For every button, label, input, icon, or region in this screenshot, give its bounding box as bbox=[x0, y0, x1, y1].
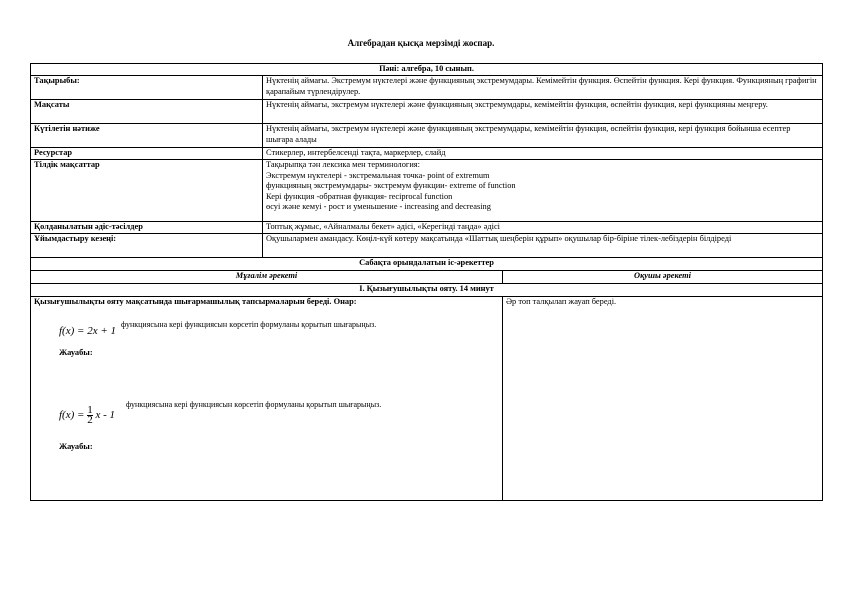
language-line: Тақырыпқа тән лексика мен терминология: bbox=[266, 160, 420, 169]
fraction-numerator: 1 bbox=[87, 404, 93, 416]
task-2-text: функциясына кері функциясын көрсетіп формуланы қорытып шығарыңыз. bbox=[126, 400, 382, 409]
answer-label-1: Жауабы: bbox=[59, 347, 93, 357]
actions-header: Сабақта орындалатын іс-әрекеттер bbox=[31, 258, 823, 271]
fraction-denominator: 2 bbox=[87, 414, 93, 426]
goal-value: Нүктенің аймағы, экстремум нүктелері және функцияның экстремумдары, кемімейтін функция, өспейтін функция, кері функцияны меңгеру. bbox=[263, 100, 823, 124]
methods-value: Топтық жұмыс, «Айналмалы бекет» әдісі, «Керегінді таңда» әдісі bbox=[263, 222, 823, 234]
organization-label: Ұйымдастыру кезеңі: bbox=[31, 234, 263, 258]
teacher-intro: Қызығушылықты ояту мақсатында шығармашылық тапсырмаларын береді. Онар: bbox=[34, 297, 357, 306]
language-goals-value bbox=[263, 160, 823, 222]
language-line: функцияның экстремумдары- экстремум функции- extreme of function bbox=[266, 181, 516, 190]
lesson-plan-table bbox=[30, 63, 823, 501]
methods-label: Қолданылатын әдіс-тәсілдер bbox=[31, 222, 263, 234]
expected-result-value: Нүктенің аймағы, экстремум нүктелері және функцияның экстремумдары, кемімейтін функция, өспейтін функция, кері функция бойынша есептер шығара алады bbox=[263, 124, 823, 148]
task-2-suffix: x - 1 bbox=[95, 409, 115, 422]
task-2-prefix: f(x) = bbox=[59, 409, 85, 422]
subject-header: Пәні: алгебра, 10 сынып. bbox=[31, 64, 823, 76]
task-2-fraction bbox=[87, 406, 93, 425]
page-title: Алгебрадан қысқа мерзімді жоспар. bbox=[347, 38, 495, 48]
topic-label: Тақырыбы: bbox=[31, 76, 263, 100]
goal-label: Мақсаты bbox=[31, 100, 263, 124]
topic-value: Нүктенің аймағы. Экстремум нүктелері және функцияның экстремумдары. Кемімейтін функция. Өспейтін функция. Кері функция. Функцияның графигін қарапайым түрлендірулер. bbox=[263, 76, 823, 100]
language-line: Экстремум нүктелері - экстремальная точка- point of extremum bbox=[266, 170, 490, 180]
language-line: Кері функция -обратная функция- reciprocal function bbox=[266, 191, 453, 201]
task-2-formula bbox=[59, 406, 115, 425]
teacher-action-header: Мұғалім әрекеті bbox=[31, 271, 503, 284]
teacher-action-cell bbox=[31, 297, 503, 501]
student-action-cell: Әр топ талқылап жауап береді. bbox=[503, 297, 823, 501]
resources-value: Стикерлер, интербелсенді тақта, маркерлер, слайд bbox=[263, 148, 823, 160]
student-action-header: Оқушы әрекеті bbox=[503, 271, 823, 284]
task-1 bbox=[59, 320, 499, 344]
stage-header: І. Қызығушылықты ояту. 14 минут bbox=[31, 284, 823, 297]
resources-label: Ресурстар bbox=[31, 148, 263, 160]
task-1-text: функциясына кері функциясын көрсетіп формуланы қорытып шығарыңыз. bbox=[121, 319, 377, 329]
task-1-formula: f(x) = 2x + 1 bbox=[59, 324, 116, 337]
answer-label-2: Жауабы: bbox=[59, 442, 93, 451]
task-2 bbox=[59, 400, 499, 434]
language-goals-label: Тілдік мақсаттар bbox=[31, 160, 263, 222]
language-line: өсуі және кемуі - рост и уменьшение - increasing and decreasing bbox=[266, 202, 491, 211]
expected-result-label: Күтілетін нәтиже bbox=[31, 124, 263, 148]
organization-value: Оқушылармен амандасу. Көңіл-күй көтеру мақсатында «Шаттық шеңберін құрып» оқушылар бір-біріне тілек-лебіздерін білдіреді bbox=[263, 234, 823, 258]
